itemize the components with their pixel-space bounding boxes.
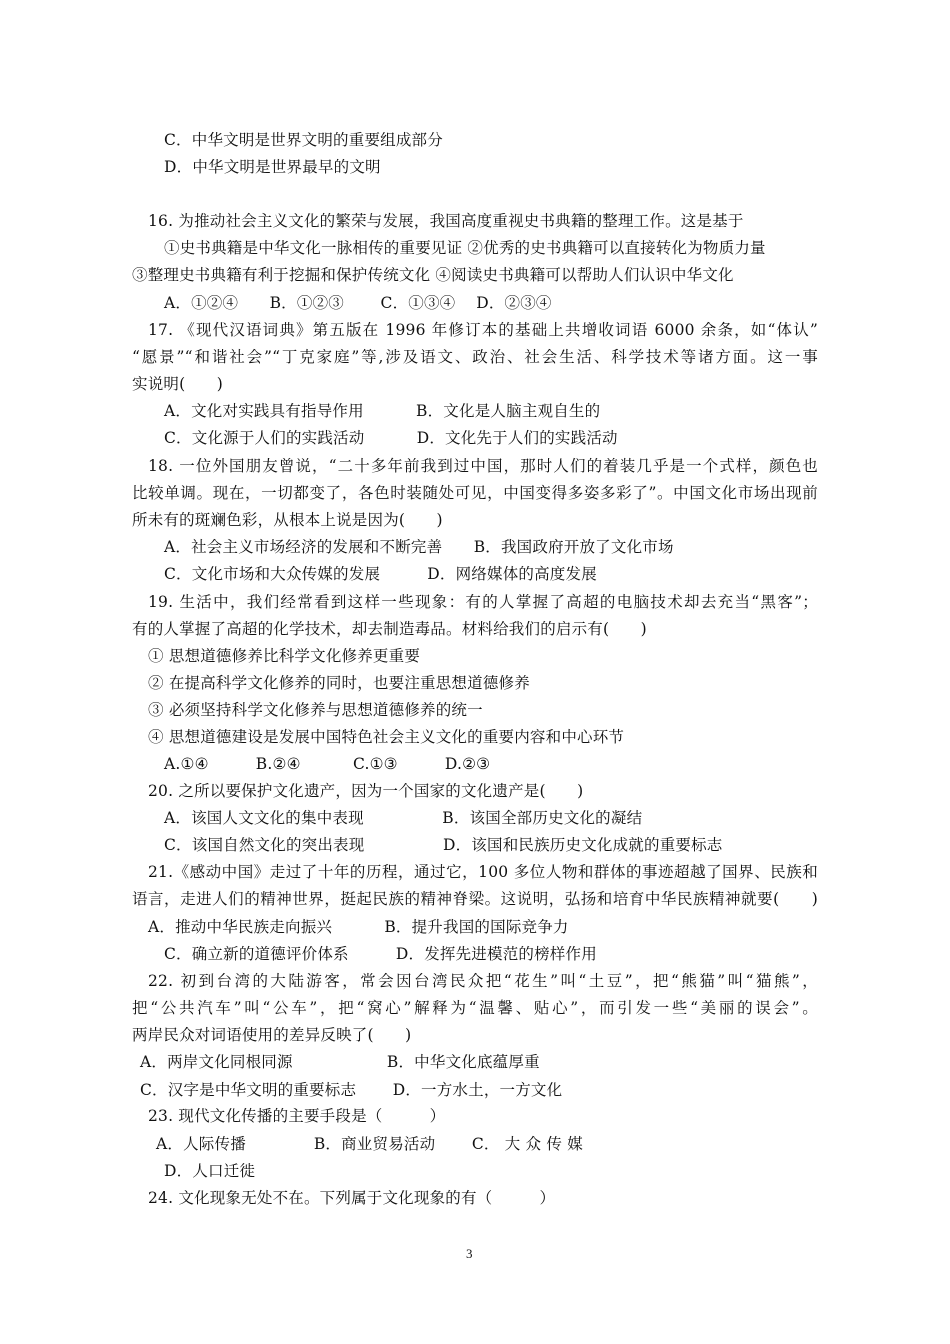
question-21-options-ab: A．推动中华民族走向振兴 B．提升我国的国际竞争力 <box>148 918 569 936</box>
question-20-options-cd: C．该国自然文化的突出表现 D．该国和民族历史文化成就的重要标志 <box>164 836 723 854</box>
question-22-stem-line-2: 把“公共汽车”叫“公车”，把“窝心”解释为“温馨、贴心”，而引发一些“美丽的误会”。 <box>132 999 818 1017</box>
question-23-options-abc: A．人际传播 B．商业贸易活动 C． 大 众 传 媒 <box>156 1135 583 1153</box>
question-17-stem-line-2: “愿景”“和谐社会”“丁克家庭”等,涉及语文、政治、社会生活、科学技术等诸方面。这一事 <box>132 348 818 366</box>
option-c-line: C．中华文明是世界文明的重要组成部分 <box>164 131 443 149</box>
question-18-stem-line-1: 18. 一位外国朋友曾说，“二十多年前我到过中国，那时人们的着装几乎是一个式样，颜色也 <box>148 457 818 475</box>
question-19-statement-3: ③ 必须坚持科学文化修养与思想道德修养的统一 <box>148 701 483 719</box>
question-16-statement-1-2: ①史书典籍是中华文化一脉相传的重要见证 ②优秀的史书典籍可以直接转化为物质力量 <box>164 239 766 257</box>
question-19-stem-line-1: 19. 生活中，我们经常看到这样一些现象：有的人掌握了高超的电脑技术却去充当“黑客”； <box>148 593 818 611</box>
question-17-options-ab: A．文化对实践具有指导作用 B．文化是人脑主观自生的 <box>164 402 601 420</box>
question-21-stem-line-1: 21.《感动中国》走过了十年的历程，通过它，100 多位人物和群体的事迹超越了国界、民族和 <box>148 863 818 881</box>
question-20-stem: 20. 之所以要保护文化遗产，因为一个国家的文化遗产是( ) <box>148 782 584 800</box>
question-18-options-ab: A．社会主义市场经济的发展和不断完善 B．我国政府开放了文化市场 <box>164 538 674 556</box>
question-21-options-cd: C．确立新的道德评价体系 D．发挥先进模范的榜样作用 <box>164 945 597 963</box>
question-18-stem-line-2: 比较单调。现在，一切都变了，各色时装随处可见，中国变得多姿多彩了”。中国文化市场出现前 <box>132 484 818 502</box>
question-17-stem-line-1: 17. 《现代汉语词典》第五版在 1996 年修订本的基础上共增收词语 6000 余条，如“体认” <box>148 321 819 339</box>
question-18-stem-line-3: 所未有的斑斓色彩，从根本上说是因为( ) <box>132 511 443 529</box>
question-16-statement-3-4: ③整理史书典籍有利于挖掘和保护传统文化 ④阅读史书典籍可以帮助人们认识中华文化 <box>132 266 734 284</box>
question-22-options-ab: A．两岸文化同根同源 B．中华文化底蕴厚重 <box>140 1053 540 1071</box>
question-22-options-cd: C．汉字是中华文明的重要标志 D．一方水土，一方文化 <box>140 1081 563 1099</box>
question-17-options-cd: C．文化源于人们的实践活动 D．文化先于人们的实践活动 <box>164 429 618 447</box>
question-19-statement-4: ④ 思想道德建设是发展中国特色社会主义文化的重要内容和中心环节 <box>148 728 625 746</box>
question-17-stem-line-3: 实说明( ) <box>132 375 223 393</box>
question-22-stem-line-1: 22. 初到台湾的大陆游客，常会因台湾民众把“花生”叫“土豆”，把“熊猫”叫“猫熊”， <box>148 972 818 990</box>
question-16-options: A．①②④ B．①②③ C．①③④ D．②③④ <box>164 294 552 312</box>
question-19-statement-1: ① 思想道德修养比科学文化修养更重要 <box>148 647 421 665</box>
option-d-line: D．中华文明是世界最早的文明 <box>164 158 381 176</box>
question-21-stem-line-2: 语言，走进人们的精神世界，挺起民族的精神脊梁。这说明，弘扬和培育中华民族精神就要( ) <box>132 890 818 908</box>
question-19-statement-2: ② 在提高科学文化修养的同时，也要注重思想道德修养 <box>148 674 530 692</box>
question-16-stem: 16. 为推动社会主义文化的繁荣与发展，我国高度重视史书典籍的整理工作。这是基于 <box>148 212 744 230</box>
question-24-stem: 24. 文化现象无处不在。下列属于文化现象的有（ ） <box>148 1189 556 1207</box>
question-20-options-ab: A．该国人文文化的集中表现 B．该国全部历史文化的凝结 <box>164 809 643 827</box>
question-18-options-cd: C．文化市场和大众传媒的发展 D．网络媒体的高度发展 <box>164 565 597 583</box>
question-19-options: A.①④ B.②④ C.①③ D.②③ <box>164 755 491 773</box>
question-23-option-d: D．人口迁徙 <box>164 1162 256 1180</box>
question-22-stem-line-3: 两岸民众对词语使用的差异反映了( ) <box>132 1026 412 1044</box>
question-23-stem: 23. 现代文化传播的主要手段是（ ） <box>148 1107 446 1125</box>
question-19-stem-line-2: 有的人掌握了高超的化学技术，却去制造毒品。材料给我们的启示有( ) <box>132 620 647 638</box>
page-number: 3 <box>466 1246 473 1261</box>
